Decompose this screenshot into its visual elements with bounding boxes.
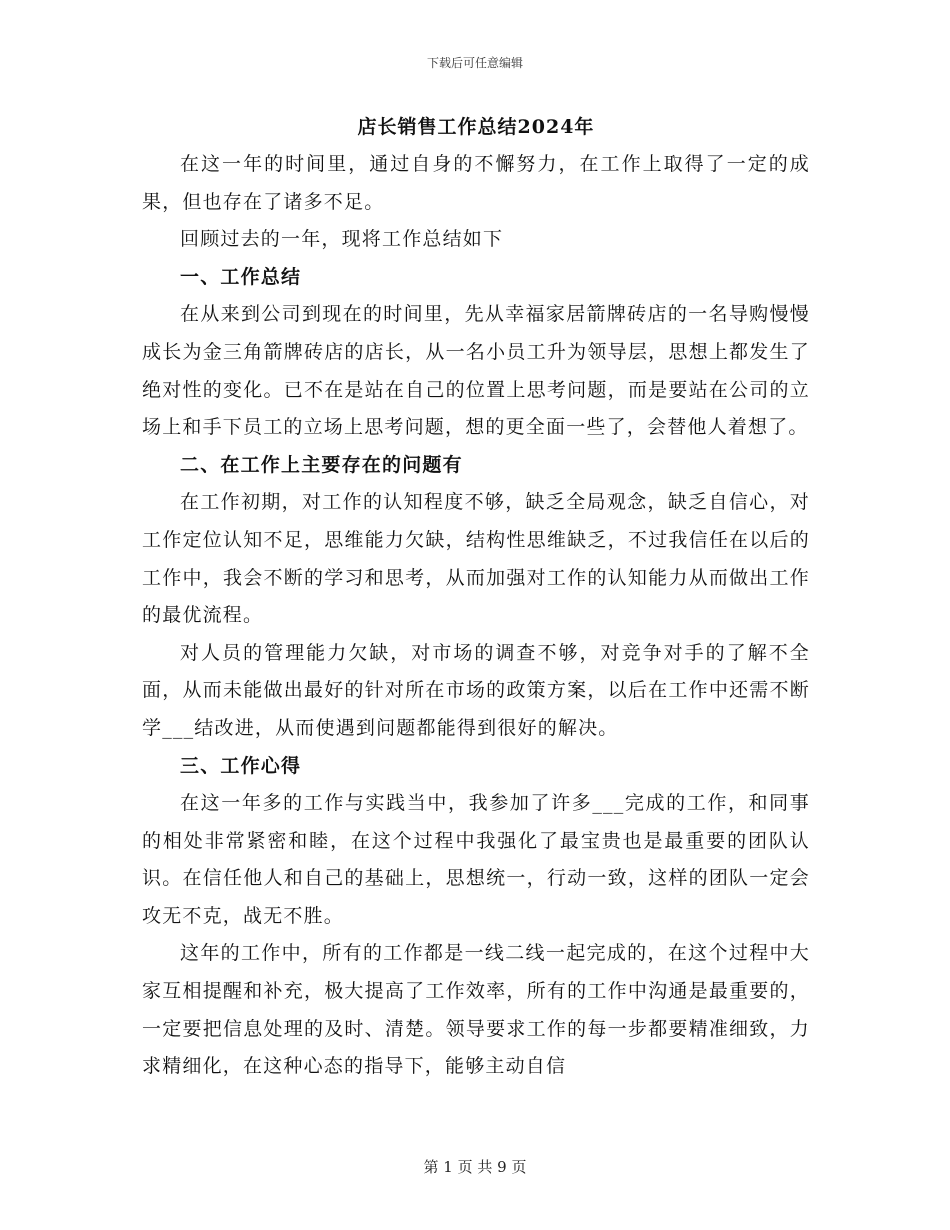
paragraph: 这年的工作中，所有的工作都是一线二线一起完成的，在这个过程中大家互相提醒和补充，极大提高了工作效率，所有的工作中沟通是最重要的，一定要把信息处理的及时、清楚。领导要求工作的每一步都要精准细致，力求精细化，在这种心态的指导下，能够主动自信 [142, 942, 810, 1078]
paragraph: 在这一年多的工作与实践当中，我参加了许多___完成的工作，和同事的相处非常紧密和睦，在这个过程中我强化了最宝贵也是最重要的团队认识。在信任他人和自己的基础上，思想统一，行动一致，这样的团队一定会攻无不克，战无不胜。 [142, 792, 810, 927]
header-note: 下载后可任意编辑 [426, 56, 523, 70]
section-heading: 二、在工作上主要存在的问题有 [180, 453, 463, 476]
paragraph: 回顾过去的一年，现将工作总结如下 [180, 228, 504, 251]
document-body [142, 112, 810, 1086]
section-heading: 三、工作心得 [180, 754, 302, 777]
section-heading: 一、工作总结 [180, 265, 302, 288]
paragraph: 在从来到公司到现在的时间里，先从幸福家居箭牌砖店的一名导购慢慢成长为金三角箭牌砖店的店长，从一名小员工升为领导层，思想上都发生了绝对性的变化。已不在是站在自己的位置上思考问题，而是要站在公司的立场上和手下员工的立场上思考问题，想的更全面一些了，会替他人着想了。 [142, 303, 810, 439]
page-number: 第 1 页 共 9 页 [423, 1158, 527, 1176]
paragraph: 在这一年的时间里，通过自身的不懈努力，在工作上取得了一定的成果，但也存在了诸多不足。 [142, 153, 810, 213]
paragraph: 对人员的管理能力欠缺，对市场的调查不够，对竞争对手的了解不全面，从而未能做出最好的针对所在市场的政策方案，以后在工作中还需不断学___结改进，从而使遇到问题都能得到很好的解决。 [142, 641, 810, 739]
paragraph: 在工作初期，对工作的认知程度不够，缺乏全局观念，缺乏自信心，对工作定位认知不足，思维能力欠缺，结构性思维缺乏，不过我信任在以后的工作中，我会不断的学习和思考，从而加强对工作的认知能力从而做出工作的最优流程。 [142, 491, 810, 627]
document-title: 店长销售工作总结2024年 [357, 116, 595, 138]
